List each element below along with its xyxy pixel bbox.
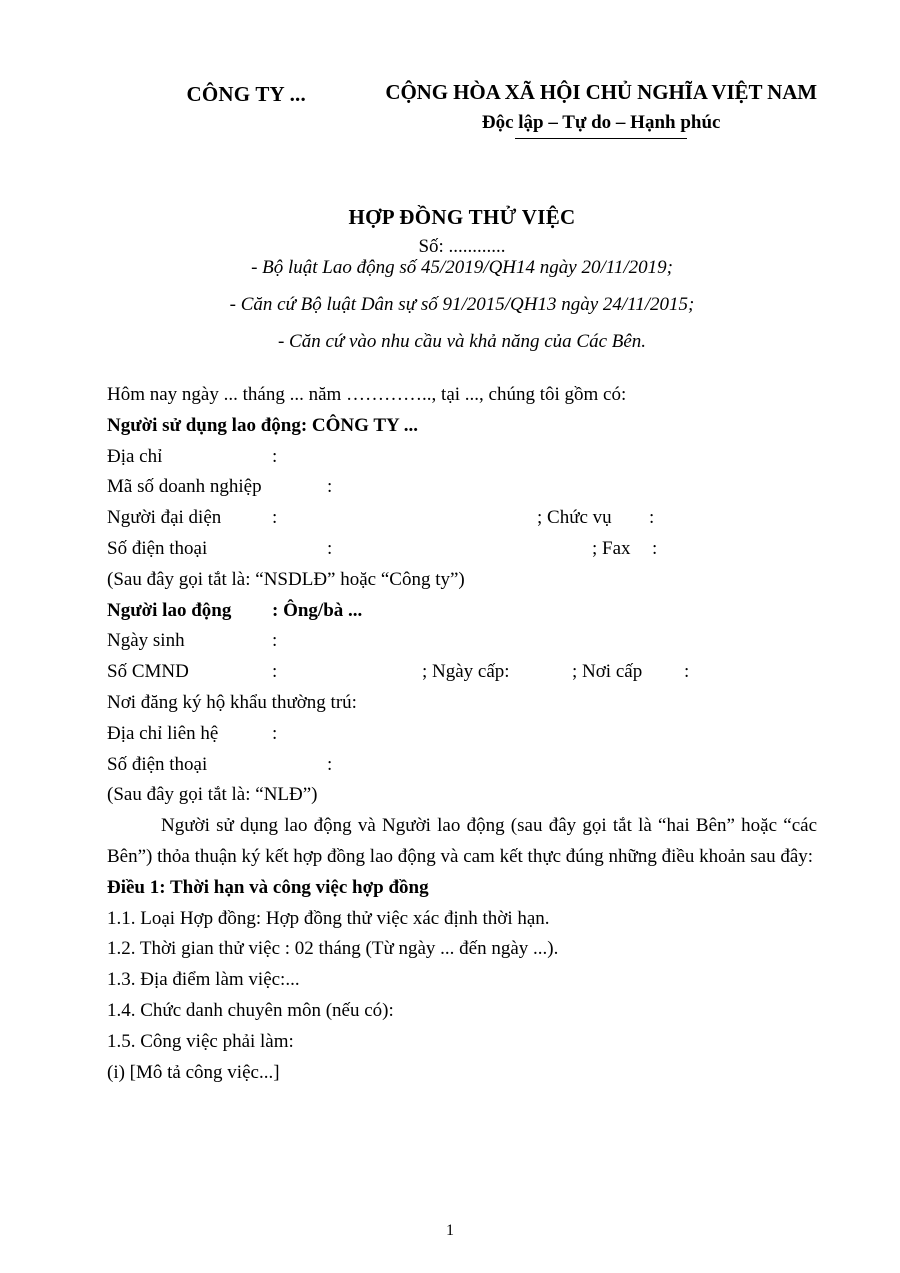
article-1-item: (i) [Mô tả công việc...] bbox=[107, 1061, 280, 1083]
page-number: 1 bbox=[446, 1222, 454, 1239]
article-1-item: 1.5. Công việc phải làm: bbox=[107, 1030, 294, 1052]
employer-fax-colon: : bbox=[652, 537, 658, 559]
title-block bbox=[107, 205, 817, 258]
company-header-block bbox=[107, 80, 385, 107]
employer-position-label: ; Chức vụ bbox=[537, 507, 612, 529]
employee-id-label: Số CMND bbox=[107, 661, 189, 683]
legal-basis-item: - Căn cứ vào nhu cầu và khả năng của Các Bên. bbox=[277, 331, 647, 352]
employer-phone-label: Số điện thoại bbox=[107, 537, 208, 559]
company-name: CÔNG TY ... bbox=[186, 82, 306, 106]
employer-address-colon: : bbox=[272, 445, 278, 467]
employee-contact-address-label: Địa chỉ liên hệ bbox=[107, 722, 219, 744]
national-header-block bbox=[385, 80, 817, 139]
employee-dob-colon: : bbox=[272, 630, 278, 652]
legal-basis-item: - Bộ luật Lao động số 45/2019/QH14 ngày 20/11/2019; bbox=[251, 257, 673, 278]
employee-id-colon: : bbox=[272, 661, 278, 683]
document-number: Số: ............ bbox=[418, 236, 506, 257]
employer-phone-row bbox=[107, 534, 817, 565]
article-1-heading: Điều 1: Thời hạn và công việc hợp đồng bbox=[107, 876, 429, 898]
employer-tax-code-colon: : bbox=[327, 476, 333, 498]
employee-phone-colon: : bbox=[327, 753, 333, 775]
article-1-item: 1.2. Thời gian thử việc : 02 tháng (Từ ngày ... đến ngày ...). bbox=[107, 938, 559, 960]
employee-dob-label: Ngày sinh bbox=[107, 630, 185, 652]
employee-issue-place-colon: : bbox=[684, 661, 690, 683]
article-1-item: 1.3. Địa điểm làm việc:... bbox=[107, 969, 300, 991]
employee-id-row bbox=[107, 657, 817, 688]
employee-phone-label: Số điện thoại bbox=[107, 753, 208, 775]
document-header bbox=[107, 80, 817, 139]
employee-abbreviation-note: (Sau đây gọi tắt là: “NLĐ”) bbox=[107, 784, 318, 806]
intro-line: Hôm nay ngày ... tháng ... năm ………….., tại ..., chúng tôi gồm có: bbox=[107, 384, 627, 405]
legal-basis-item: - Căn cứ Bộ luật Dân sự số 91/2015/QH13 ngày 24/11/2015; bbox=[229, 294, 695, 315]
employer-address-row bbox=[107, 442, 817, 473]
employee-issue-place-label: ; Nơi cấp bbox=[572, 661, 643, 683]
national-title: CỘNG HÒA XÃ HỘI CHỦ NGHĨA VIỆT NAM bbox=[385, 80, 817, 104]
agreement-paragraph: Người sử dụng lao động và Người lao động (sau đây gọi tắt là “hai Bên” hoặc “các Bên”) thỏa thuận ký kết hợp đồng lao động và cam kết thực đúng những điều khoản sau đây: bbox=[107, 815, 817, 867]
employer-phone-colon: : bbox=[327, 537, 333, 559]
employer-heading: Người sử dụng lao động: CÔNG TY ... bbox=[107, 414, 419, 436]
employee-dob-row bbox=[107, 626, 817, 657]
national-motto: Độc lập – Tự do – Hạnh phúc bbox=[482, 112, 721, 139]
employer-address-label: Địa chỉ bbox=[107, 445, 163, 467]
employee-phone-row bbox=[107, 750, 817, 781]
employee-heading-label: Người lao động bbox=[107, 599, 232, 621]
employee-residence-label: Nơi đăng ký hộ khẩu thường trú: bbox=[107, 691, 357, 713]
national-motto-wrapper bbox=[385, 112, 817, 139]
employer-position-colon: : bbox=[649, 507, 655, 529]
document-title: HỢP ĐỒNG THỬ VIỆC bbox=[348, 205, 576, 229]
employee-heading-value: : Ông/bà ... bbox=[272, 599, 363, 621]
employee-contact-address-row bbox=[107, 719, 817, 750]
employer-representative-label: Người đại diện bbox=[107, 507, 222, 529]
document-body bbox=[107, 380, 817, 1088]
employer-abbreviation-note: (Sau đây gọi tắt là: “NSDLĐ” hoặc “Công ty”) bbox=[107, 568, 465, 590]
employer-representative-row bbox=[107, 503, 817, 534]
employer-tax-code-label: Mã số doanh nghiệp bbox=[107, 476, 262, 498]
legal-basis-list bbox=[107, 258, 817, 369]
employer-representative-colon: : bbox=[272, 507, 278, 529]
employer-fax-label: ; Fax bbox=[592, 537, 631, 559]
employer-tax-code-row bbox=[107, 472, 817, 503]
employee-contact-address-colon: : bbox=[272, 722, 278, 744]
article-1-item: 1.1. Loại Hợp đồng: Hợp đồng thử việc xác định thời hạn. bbox=[107, 907, 550, 929]
article-1-item: 1.4. Chức danh chuyên môn (nếu có): bbox=[107, 999, 394, 1021]
employee-issue-date-label: ; Ngày cấp: bbox=[422, 661, 510, 683]
employee-heading-row bbox=[107, 596, 817, 627]
